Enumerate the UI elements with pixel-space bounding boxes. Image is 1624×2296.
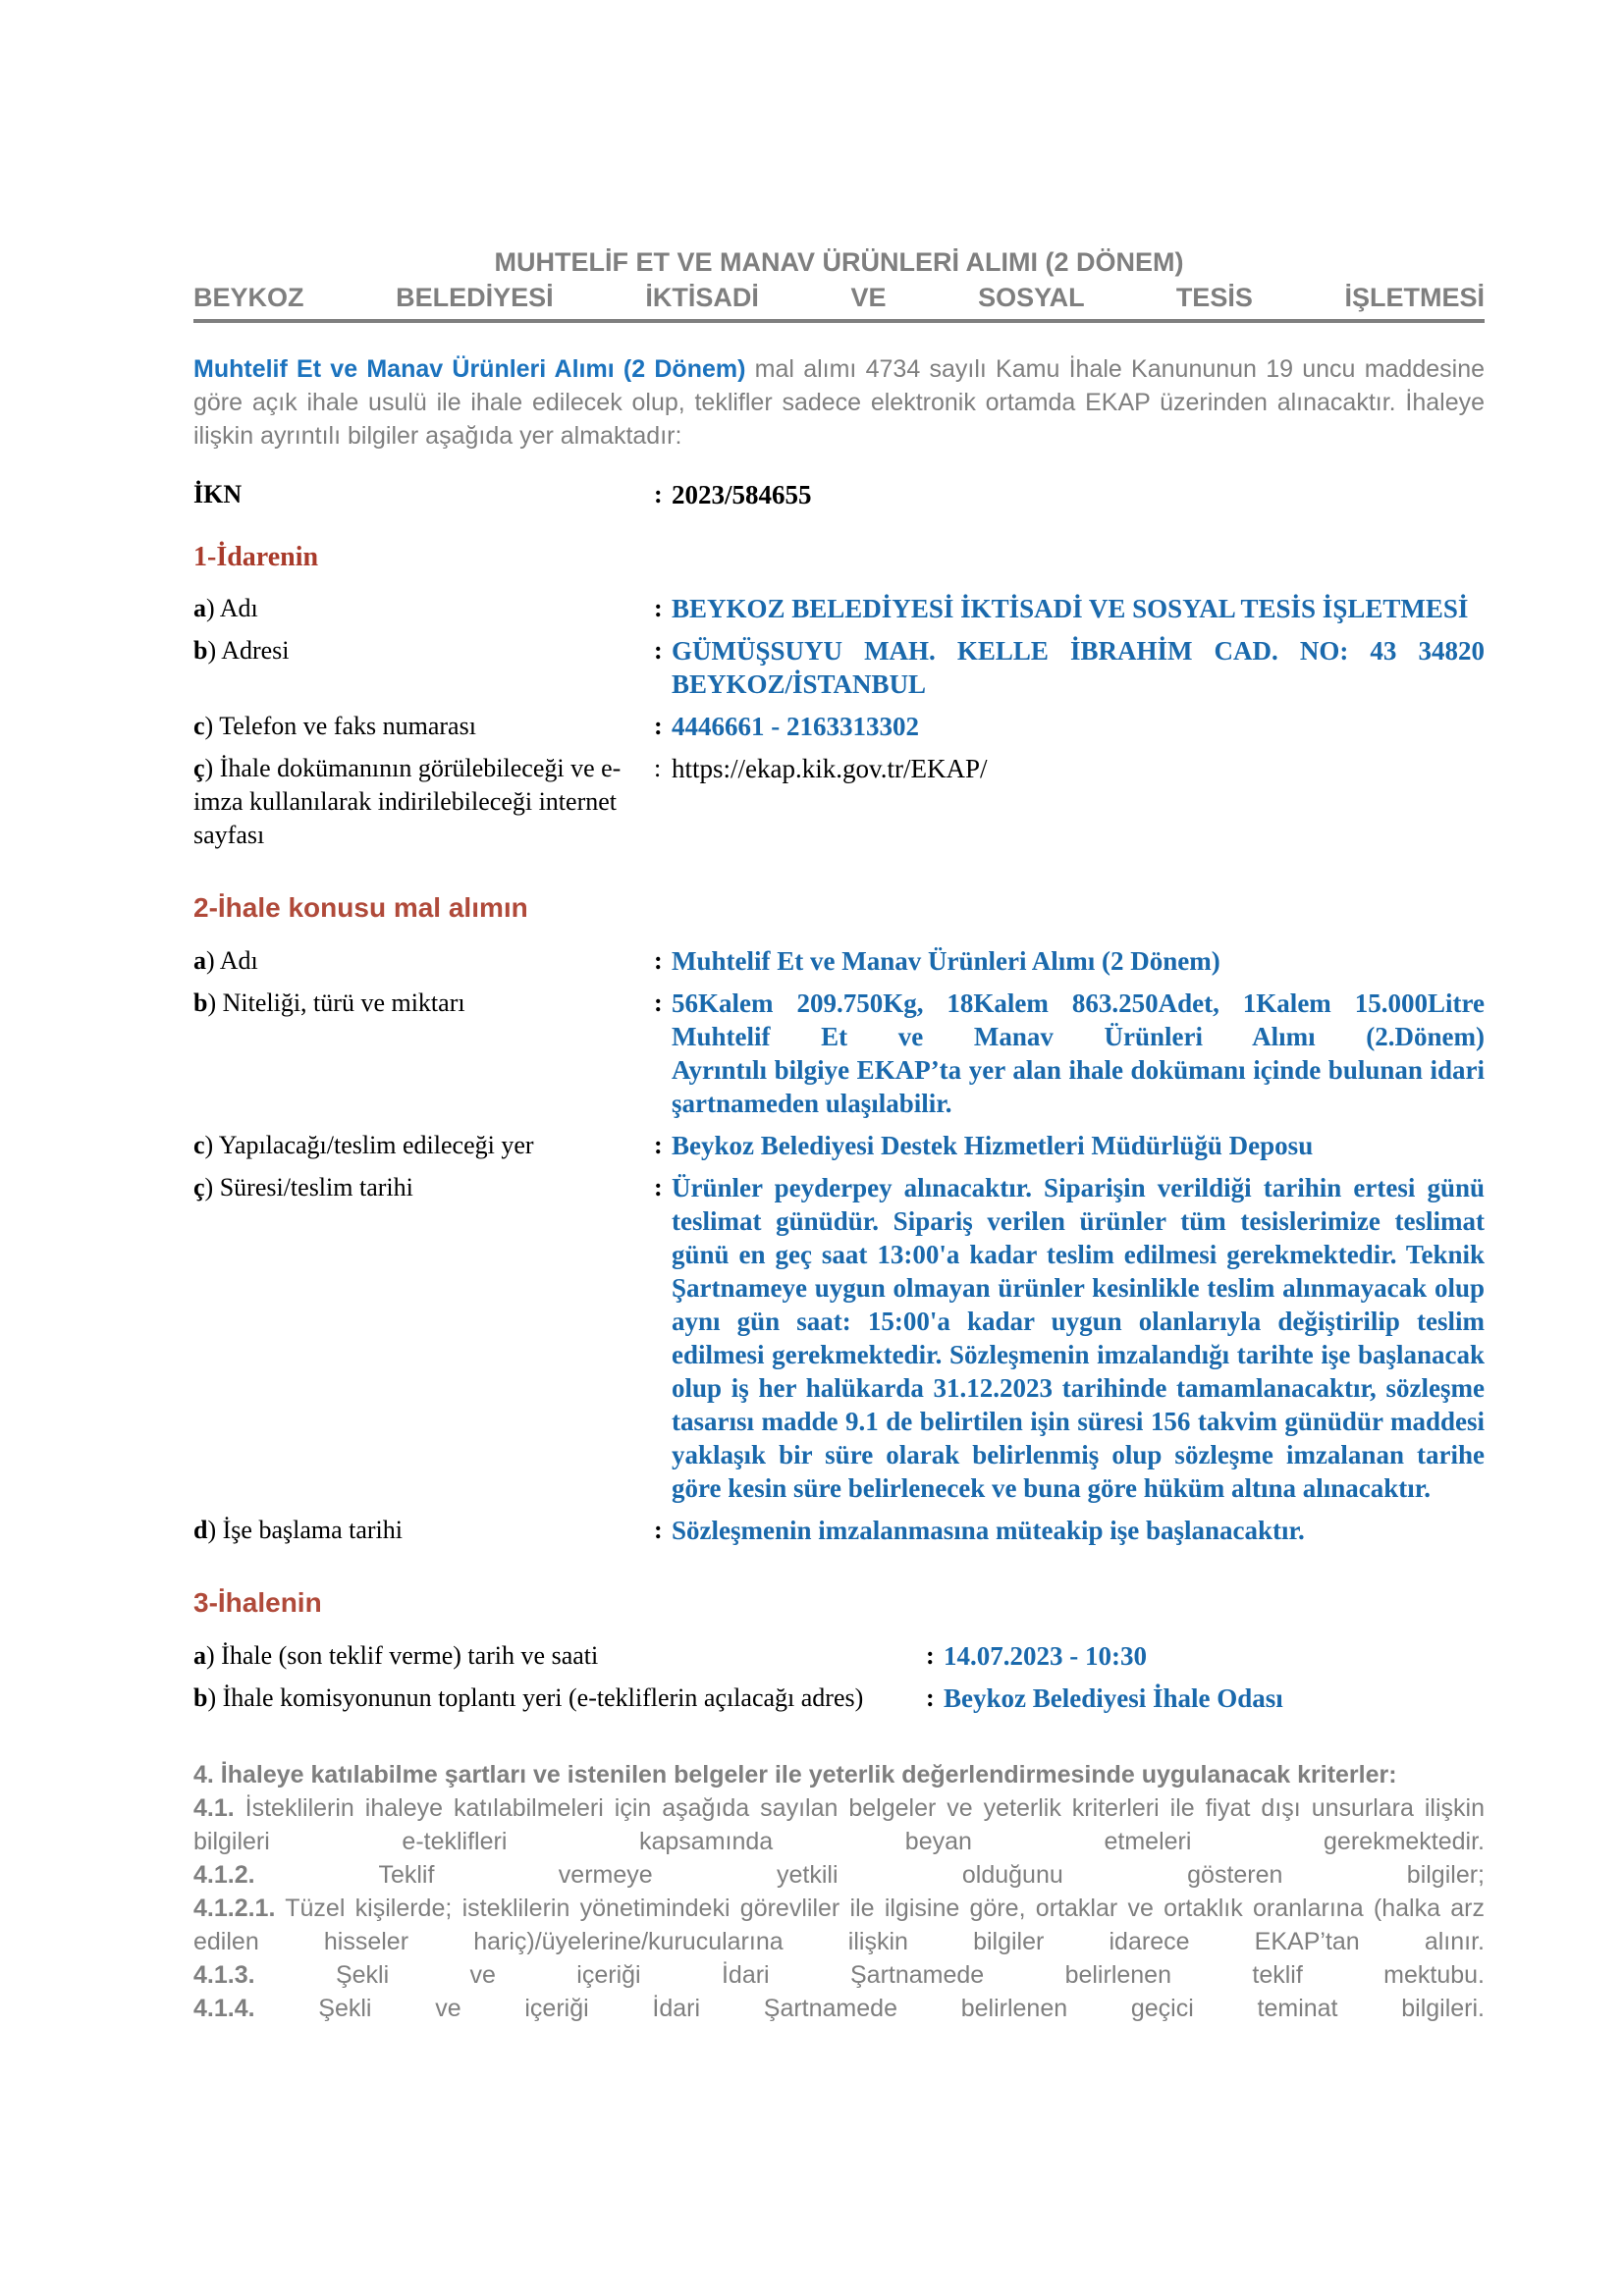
field-label (193, 710, 654, 743)
field-row-ihale-tarihi (193, 1639, 1485, 1673)
field-label-text: ) İhale (son teklif verme) tarih ve saati (206, 1641, 599, 1670)
clause-4-1-4 (193, 1992, 1485, 2025)
field-label (193, 1129, 654, 1162)
field-key: a (193, 594, 206, 622)
clause-number: 4.1.3. (193, 1961, 255, 1989)
field-label (193, 1639, 926, 1673)
organization-title: BEYKOZ BELEDİYESİ İKTİSADİ VE SOSYAL TESİS İŞLETMESİ (193, 281, 1485, 323)
clause-4-1-2 (193, 1858, 1485, 1892)
field-value: Sözleşmenin imzalanmasına müteakip işe başlanacaktır. (672, 1516, 1305, 1545)
field-label (193, 1171, 654, 1204)
section-4-heading: 4. İhaleye katılabilme şartları ve istenilen belgeler ile yeterlik değerlendirmesinde uygulanacak kriterler: (193, 1761, 1397, 1789)
colon-separator: : (654, 988, 663, 1017)
field-label-text: ) Yapılacağı/teslim edileceği yer (204, 1131, 534, 1159)
field-key: b (193, 1683, 208, 1712)
clause-text: Şekli ve içeriği İdari Şartnamede belirlenen geçici teminat bilgileri. (254, 1995, 1485, 2022)
clause-text: Şekli ve içeriği İdari Şartnamede belirlenen teklif mektubu. (254, 1961, 1485, 1989)
section-1-heading: 1-İdarenin (193, 542, 319, 572)
clause-4-1-3 (193, 1958, 1485, 1992)
field-value: Ürünler peyderpey alınacaktır. Siparişin verildiği tarihin ertesi günü teslimat günüdür. Sipariş verilen ürünler tüm tesislerimize teslimat günü en geç saat 13:00'a kadar teslim edilmesi gerekmektedir. Teknik Şartnameye uygun olmayan ürünler kesinlikle teslim alınmayacak olup aynı gün saat: 15:00'a kadar uygun olanlarıyla değiştirilip teslim edilmesi gerekmektedir. Sözleşmenin imzalandığı tarihte işe başlanacak olup iş her halükarda 31.12.2023 tarihinde tamamlanacaktır, sözleşme tasarısı madde 9.1 de belirtilen işin süresi 156 takvim günüdür maddesi yaklaşık bir süre olarak belirlenmiş olup sözleşme imzalanan tarihe göre kesin süre belirlenecek ve buna göre hüküm altına alınacaktır. (672, 1173, 1485, 1503)
field-label (193, 592, 654, 625)
field-value: Beykoz Belediyesi İhale Odası (944, 1683, 1283, 1713)
field-key: ç (193, 754, 205, 782)
field-label-text: ) Adı (206, 594, 258, 622)
ekap-url: https://ekap.kik.gov.tr/EKAP/ (672, 754, 988, 783)
clause-number: 4.1. (193, 1794, 235, 1822)
field-key: b (193, 988, 208, 1017)
field-value: 4446661 - 2163313302 (672, 712, 919, 741)
field-label (193, 1682, 926, 1715)
field-row-mal-adi (193, 944, 1485, 978)
intro-paragraph (193, 352, 1485, 453)
colon-separator: : (926, 1683, 935, 1712)
field-label-text: ) Niteliği, türü ve miktarı (207, 988, 465, 1017)
field-label (193, 752, 654, 852)
field-value: 14.07.2023 - 10:30 (944, 1641, 1147, 1671)
clause-text: Tüzel kişilerde; isteklilerin yönetimindeki görevliler ile ilgisine göre, ortaklar ve ortaklık oranlarına (halka arz edilen hisseler hariç)/üyelerine/kurucularına ilişkin bilgiler idarece EKAP’tan alınır. (193, 1895, 1485, 1955)
field-value: GÜMÜŞSUYU MAH. KELLE İBRAHİM CAD. NO: 43 34820 BEYKOZ/İSTANBUL (672, 636, 1485, 699)
field-value: BEYKOZ BELEDİYESİ İKTİSADİ VE SOSYAL TESİS İŞLETMESİ (672, 594, 1469, 623)
field-label (193, 987, 654, 1020)
colon-separator: : (654, 712, 663, 740)
colon-separator: : (654, 636, 663, 665)
field-label-text: ) Adresi (207, 636, 290, 665)
clause-4-1 (193, 1791, 1485, 1858)
colon-separator: : (654, 1131, 663, 1159)
clause-text: Teklif vermeye yetkili olduğunu gösteren bilgiler; (254, 1861, 1485, 1889)
clause-number: 4.1.2. (193, 1861, 255, 1889)
field-key: b (193, 636, 208, 665)
colon-separator: : (654, 1516, 663, 1544)
clause-number: 4.1.4. (193, 1995, 255, 2022)
colon-separator: : (654, 480, 663, 508)
field-key: ç (193, 1173, 205, 1201)
field-key: a (193, 946, 206, 975)
colon-separator: : (926, 1641, 935, 1670)
field-row-adresi (193, 634, 1485, 701)
document-title: MUHTELİF ET VE MANAV ÜRÜNLERİ ALIMI (2 DÖNEM) (494, 247, 1184, 277)
ikn-label: İKN (193, 480, 243, 508)
field-key: a (193, 1641, 206, 1670)
field-key: c (193, 1131, 205, 1159)
field-row-toplanti-yeri (193, 1682, 1485, 1715)
ikn-row (193, 478, 1485, 511)
clause-text: İsteklilerin ihaleye katılabilmeleri için aşağıda sayılan belgeler ve yeterlik kriterleri ile fiyat dışı unsurlara ilişkin bilgileri e-teklifleri kapsamında beyan etmeleri gerekmektedir. (193, 1794, 1485, 1855)
section-3-heading: 3-İhalenin (193, 1587, 322, 1618)
field-row-suresi (193, 1171, 1485, 1505)
field-label-text: ) İşe başlama tarihi (207, 1516, 403, 1544)
field-value: Beykoz Belediyesi Destek Hizmetleri Müdürlüğü Deposu (672, 1131, 1314, 1160)
field-row-teslim-yeri (193, 1129, 1485, 1162)
field-label-text: ) Adı (206, 946, 258, 975)
section-2-heading: 2-İhale konusu mal alımın (193, 892, 528, 923)
field-row-niteligi (193, 987, 1485, 1120)
ikn-value: 2023/584655 (672, 480, 812, 509)
field-label-text: ) İhale dokümanının görülebileceği ve e-imza kullanılarak indirilebileceği internet sayfası (193, 754, 622, 849)
section-4 (193, 1758, 1485, 2025)
colon-separator: : (654, 1173, 663, 1201)
colon-separator: : (654, 946, 663, 975)
clause-number: 4.1.2.1. (193, 1895, 276, 1922)
field-value: 56Kalem 209.750Kg, 18Kalem 863.250Adet, 1Kalem 15.000Litre Muhtelif Et ve Manav Ürünleri Alımı (2.Dönem) Ayrıntılı bilgiye EKAP’ta yer alan ihale dokümanı içinde bulunan idari şartnameden ulaşılabilir. (672, 988, 1485, 1118)
field-label (193, 634, 654, 667)
field-row-ihale-dokumani-url (193, 752, 1485, 852)
clause-4-1-2-1 (193, 1892, 1485, 1958)
field-key: c (193, 712, 205, 740)
field-label (193, 944, 654, 978)
field-label-text: ) Telefon ve faks numarası (204, 712, 476, 740)
field-label-text: ) Süresi/teslim tarihi (204, 1173, 413, 1201)
field-row-adi (193, 592, 1485, 625)
field-value: Muhtelif Et ve Manav Ürünleri Alımı (2 Dönem) (672, 946, 1220, 976)
intro-text: mal alımı 4734 sayılı Kamu İhale Kanununun 19 uncu maddesine göre açık ihale usulü ile ihale edilecek olup, teklifler sadece elektronik ortamda EKAP üzerinden alınacaktır. İhaleye ilişkin ayrıntılı bilgiler aşağıda yer almaktadır: (193, 355, 1485, 450)
field-row-ise-baslama (193, 1514, 1485, 1547)
colon-separator: : (654, 594, 663, 622)
colon-separator: : (654, 754, 662, 782)
field-row-telefon (193, 710, 1485, 743)
field-label-text: ) İhale komisyonunun toplantı yeri (e-tekliflerin açılacağı adres) (207, 1683, 864, 1712)
field-key: d (193, 1516, 208, 1544)
field-label (193, 1514, 654, 1547)
intro-lead: Muhtelif Et ve Manav Ürünleri Alımı (2 Dönem) (193, 355, 746, 383)
